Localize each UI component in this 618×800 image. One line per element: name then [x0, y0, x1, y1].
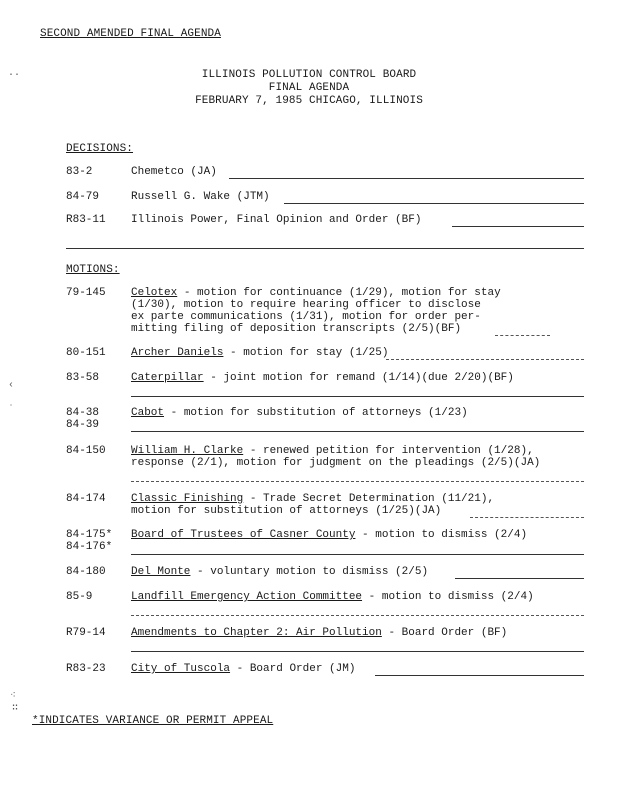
motion-text: - motion to dismiss (2/4) — [362, 591, 534, 603]
fill-line — [386, 359, 584, 360]
fill-line — [375, 675, 584, 676]
motion-text: - renewed petition for intervention (1/28), — [243, 445, 534, 457]
motion-text: - motion for substitution of attorneys (1/23) — [164, 407, 468, 419]
motions-heading: MOTIONS: — [66, 264, 120, 276]
meeting-date-place: FEBRUARY 7, 1985 CHICAGO, ILLINOIS — [195, 95, 423, 107]
motion-number: 84-174 — [66, 493, 106, 505]
separator-line — [66, 248, 584, 249]
party-name: Archer Daniels — [131, 347, 224, 359]
motion-text-line: ex parte communications (1/31), motion for order per- — [131, 311, 481, 323]
motion-number: R79-14 — [66, 627, 106, 639]
motion-text: - joint motion for remand (1/14)(due 2/20)(BF) — [203, 372, 514, 384]
fill-line — [131, 481, 584, 482]
party-name: Amendments to Chapter 2: Air Pollution — [131, 627, 382, 639]
decision-item: Chemetco (JA) — [131, 166, 217, 178]
fill-line — [131, 554, 584, 555]
motion-number: 84-180 — [66, 566, 106, 578]
board-name: ILLINOIS POLLUTION CONTROL BOARD — [201, 69, 417, 81]
decision-item: Russell G. Wake (JTM) — [131, 191, 270, 203]
fill-line — [229, 178, 584, 179]
motion-text-line: (1/30), motion to require hearing officer to disclose — [131, 299, 481, 311]
motion-text-line: motion for substitution of attorneys (1/25)(JA) — [131, 505, 442, 517]
party-name: Landfill Emergency Action Committee — [131, 591, 363, 603]
party-name: Cabot — [131, 407, 165, 419]
decision-number: 84-79 — [66, 191, 100, 203]
motion-text: - motion for stay (1/25) — [223, 347, 389, 359]
decisions-heading: DECISIONS: — [66, 143, 134, 155]
footnote: *INDICATES VARIANCE OR PERMIT APPEAL — [32, 715, 274, 727]
motion-text: - Board Order (BF) — [381, 627, 508, 639]
party-name: City of Tuscola — [131, 663, 231, 675]
motion-item — [131, 664, 355, 675]
motion-number: 84-150 — [66, 445, 106, 457]
motion-item — [131, 530, 527, 541]
motion-text: - Board Order (JM) — [230, 663, 356, 675]
motion-number: 84-38 — [66, 407, 100, 419]
motion-number: 79-145 — [66, 287, 106, 299]
party-name: Del Monte — [131, 566, 191, 578]
fill-line — [131, 651, 584, 652]
motion-number: 80-151 — [66, 347, 106, 359]
decision-item: Illinois Power, Final Opinion and Order (BF) — [131, 214, 422, 226]
motion-item — [131, 628, 507, 639]
motion-item — [131, 348, 388, 359]
motion-number: 85-9 — [66, 591, 93, 603]
scan-speck: ·· — [8, 70, 21, 81]
party-name: Classic Finishing — [131, 493, 244, 505]
agenda-title: FINAL AGENDA — [268, 82, 350, 94]
motion-text: - voluntary motion to dismiss (2/5) — [190, 566, 429, 578]
motion-text: - motion to dismiss (2/4) — [355, 529, 528, 541]
motion-item — [131, 494, 494, 505]
fill-line — [495, 335, 550, 336]
motion-number-second: 84-39 — [66, 419, 100, 431]
party-name: William H. Clarke — [131, 445, 244, 457]
motion-number: 84-175* — [66, 529, 113, 541]
motion-text: - Trade Secret Determination (11/21), — [243, 493, 495, 505]
scan-speck: ˙ — [8, 405, 15, 416]
motion-item — [131, 446, 534, 457]
motion-text-line: response (2/1), motion for judgment on the pleadings (2/5)(JA) — [131, 457, 541, 469]
fill-line — [455, 578, 584, 579]
scan-speck: ‹ — [8, 380, 15, 391]
decision-number: R83-11 — [66, 214, 106, 226]
motion-number-second: 84-176* — [66, 541, 113, 553]
scan-speck: ∷ — [12, 703, 19, 714]
fill-line — [131, 615, 584, 616]
motion-item — [131, 567, 428, 578]
fill-line — [452, 226, 584, 227]
motion-item — [131, 592, 534, 603]
revision-title: SECOND AMENDED FINAL AGENDA — [40, 28, 221, 40]
motion-item — [131, 288, 501, 299]
motion-text: - motion for continuance (1/29), motion for stay — [177, 287, 501, 299]
party-name: Celotex — [131, 287, 178, 299]
scan-speck: ⁖ — [10, 691, 16, 702]
motion-text-line: mitting filing of deposition transcripts (2/5)(BF) — [131, 323, 462, 335]
motion-item — [131, 408, 468, 419]
fill-line — [131, 431, 584, 432]
fill-line — [470, 517, 584, 518]
fill-line — [131, 396, 584, 397]
party-name: Board of Trustees of Casner County — [131, 529, 356, 541]
party-name: Caterpillar — [131, 372, 204, 384]
motion-number: 83-58 — [66, 372, 100, 384]
fill-line — [284, 203, 584, 204]
decision-number: 83-2 — [66, 166, 93, 178]
motion-number: R83-23 — [66, 663, 106, 675]
motion-item — [131, 373, 514, 384]
